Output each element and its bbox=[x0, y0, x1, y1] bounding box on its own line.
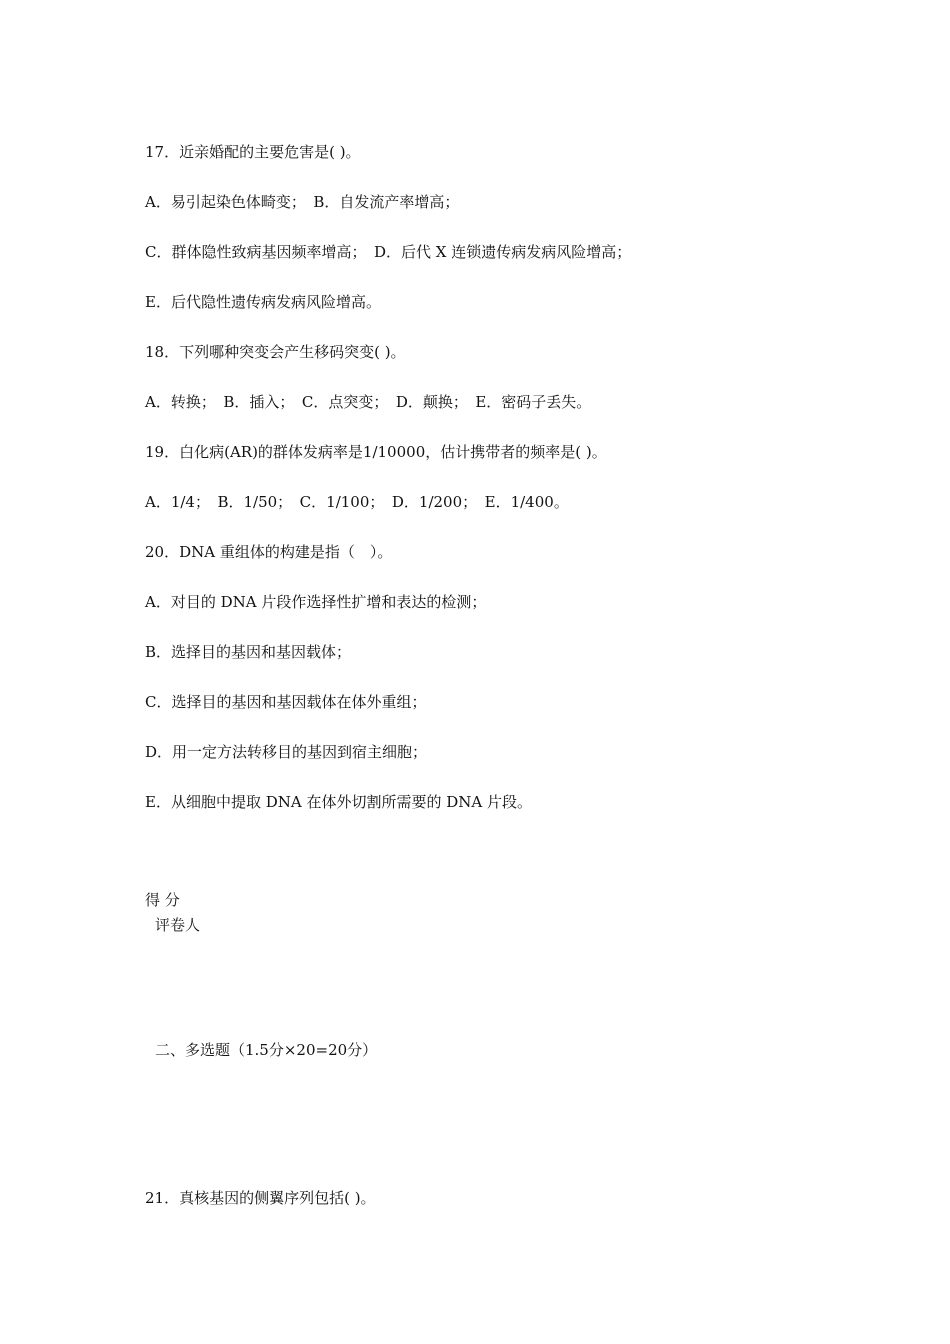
section-2-heading: 二、多选题（1.5分×20=20分） bbox=[155, 1041, 378, 1059]
question-20-option-d: D．用一定方法转移目的基因到宿主细胞； bbox=[145, 743, 428, 761]
grader-label: 评卷人 bbox=[155, 916, 201, 934]
question-18-options: A．转换； B．插入； C．点突变； D．颠换； E．密码子丢失。 bbox=[145, 393, 592, 411]
question-17-option-e: E．后代隐性遗传病发病风险增高。 bbox=[145, 293, 381, 311]
question-20-option-e: E．从细胞中提取 DNA 在体外切割所需要的 DNA 片段。 bbox=[145, 793, 532, 811]
question-17-options-ab: A．易引起染色体畸变； B．自发流产率增高； bbox=[145, 193, 460, 211]
question-18-stem: 18．下列哪种突变会产生移码突变( )。 bbox=[145, 343, 406, 361]
question-20-option-c: C．选择目的基因和基因载体在体外重组； bbox=[145, 693, 427, 711]
question-19-stem: 19．白化病(AR)的群体发病率是1/10000，估计携带者的频率是( )。 bbox=[145, 443, 607, 461]
question-20-option-a: A．对目的 DNA 片段作选择性扩增和表达的检测； bbox=[145, 593, 487, 611]
question-21-stem: 21．真核基因的侧翼序列包括( )。 bbox=[145, 1189, 376, 1207]
question-17-stem: 17．近亲婚配的主要危害是( )。 bbox=[145, 143, 361, 161]
score-label: 得 分 bbox=[145, 891, 180, 909]
question-20-option-b: B．选择目的基因和基因载体； bbox=[145, 643, 352, 661]
question-17-options-cd: C．群体隐性致病基因频率增高； D．后代 X 连锁遗传病发病风险增高； bbox=[145, 243, 632, 261]
question-20-stem: 20．DNA 重组体的构建是指（ ）。 bbox=[145, 543, 393, 561]
question-19-options: A．1/4； B．1/50； C．1/100； D．1/200； E．1/400。 bbox=[145, 493, 569, 511]
